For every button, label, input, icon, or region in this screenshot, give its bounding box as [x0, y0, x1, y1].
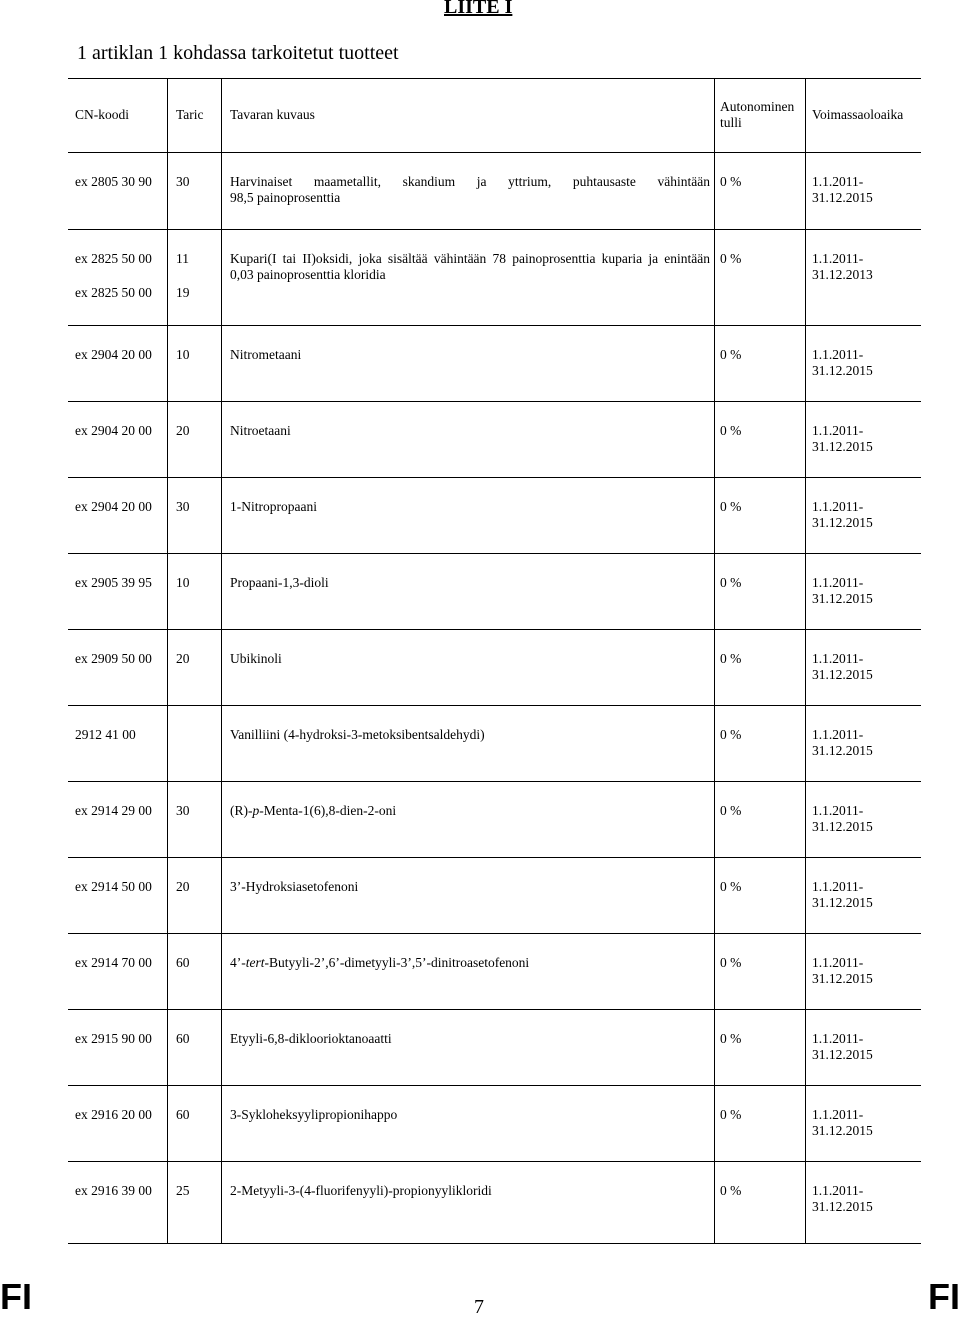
taric-code: 10 — [167, 326, 221, 401]
duty-rate: 0 % — [714, 554, 805, 629]
table-row — [68, 781, 921, 857]
validity-period — [805, 554, 921, 629]
duty-rate: 0 % — [714, 858, 805, 933]
table-row — [68, 152, 921, 229]
product-description: Vanilliini (4-hydroksi-3-metoksibentsaldehydi) — [221, 706, 714, 781]
taric-code — [167, 230, 221, 325]
cn-code: ex 2805 30 90 — [75, 174, 152, 189]
header-autonomous-duty: Autonominen tulli — [714, 79, 805, 152]
validity-period — [805, 1010, 921, 1085]
product-description — [221, 153, 714, 229]
cn-code-1: ex 2825 50 00 — [75, 251, 152, 266]
description-italic: p — [252, 803, 260, 818]
taric-code: 60 — [167, 1010, 221, 1085]
validity-from: 1.1.2011- — [812, 499, 864, 514]
table-row — [68, 325, 921, 401]
duty-rate: 0 % — [714, 230, 805, 325]
duty-rate: 0 % — [714, 1162, 805, 1243]
validity-period — [805, 153, 921, 229]
validity-period — [805, 858, 921, 933]
cn-code: ex 2909 50 00 — [75, 651, 152, 666]
description-suffix: -Butyyli-2’,6’-dimetyyli-3’,5’-dinitroasetofenoni — [264, 955, 530, 970]
cn-code — [68, 230, 167, 325]
validity-from: 1.1.2011- — [812, 251, 864, 266]
validity-period — [805, 706, 921, 781]
header-taric: Taric — [167, 79, 221, 152]
cn-code: ex 2904 20 00 — [75, 347, 152, 362]
duty-rate: 0 % — [714, 402, 805, 477]
cn-code: ex 2904 20 00 — [75, 423, 152, 438]
cn-code: ex 2914 70 00 — [75, 955, 152, 970]
taric-code — [167, 706, 221, 781]
cn-code: ex 2915 90 00 — [75, 1031, 152, 1046]
validity-period — [805, 326, 921, 401]
validity-to: 31.12.2015 — [812, 971, 873, 986]
duty-rate: 0 % — [714, 326, 805, 401]
validity-period — [805, 630, 921, 705]
product-description: Propaani-1,3-dioli — [221, 554, 714, 629]
validity-from: 1.1.2011- — [812, 1031, 864, 1046]
table-row — [68, 629, 921, 705]
validity-period — [805, 1086, 921, 1161]
description-line-2: 98,5 painoprosenttia — [230, 190, 341, 205]
duty-rate: 0 % — [714, 782, 805, 857]
validity-to: 31.12.2015 — [812, 895, 873, 910]
validity-to: 31.12.2015 — [812, 1047, 873, 1062]
table-header — [68, 78, 921, 152]
product-description — [221, 782, 714, 857]
validity-to: 31.12.2015 — [812, 743, 873, 758]
validity-from: 1.1.2011- — [812, 174, 864, 189]
table-row — [68, 401, 921, 477]
table-row — [68, 229, 921, 325]
table-row — [68, 1161, 921, 1243]
validity-from: 1.1.2011- — [812, 1183, 864, 1198]
table-row — [68, 1085, 921, 1161]
validity-from: 1.1.2011- — [812, 575, 864, 590]
validity-to: 31.12.2015 — [812, 819, 873, 834]
product-description: Nitrometaani — [221, 326, 714, 401]
validity-from: 1.1.2011- — [812, 879, 864, 894]
description-prefix: (R)- — [230, 803, 253, 818]
validity-from: 1.1.2011- — [812, 423, 864, 438]
header-cn-code: CN-koodi — [75, 107, 129, 122]
validity-from: 1.1.2011- — [812, 727, 864, 742]
product-description: Etyyli-6,8-dikloorioktanoaatti — [221, 1010, 714, 1085]
taric-code: 30 — [167, 782, 221, 857]
validity-period — [805, 782, 921, 857]
header-validity: Voimassaoloaika — [805, 79, 921, 152]
duty-rate: 0 % — [714, 630, 805, 705]
page-number: 7 — [474, 1296, 484, 1318]
product-description: 3’-Hydroksiasetofenoni — [221, 858, 714, 933]
product-description: 2-Metyyli-3-(4-fluorifenyyli)-propionyylikloridi — [221, 1162, 714, 1243]
duty-rate: 0 % — [714, 478, 805, 553]
validity-to: 31.12.2015 — [812, 1199, 873, 1214]
duty-rate: 0 % — [714, 934, 805, 1009]
validity-period — [805, 402, 921, 477]
validity-to: 31.12.2015 — [812, 1123, 873, 1138]
footer-language-left: FI — [0, 1276, 32, 1317]
product-description: 1-Nitropropaani — [221, 478, 714, 553]
validity-from: 1.1.2011- — [812, 803, 864, 818]
duty-rate: 0 % — [714, 1086, 805, 1161]
description-prefix: 4’- — [230, 955, 246, 970]
header-description: Tavaran kuvaus — [221, 79, 714, 152]
validity-period — [805, 1162, 921, 1243]
validity-to: 31.12.2013 — [812, 267, 873, 282]
duty-rate: 0 % — [714, 706, 805, 781]
product-description: 3-Sykloheksyylipropionihappo — [221, 1086, 714, 1161]
table-row — [68, 933, 921, 1009]
product-description: Nitroetaani — [221, 402, 714, 477]
cn-code: ex 2916 39 00 — [75, 1183, 152, 1198]
taric-code: 60 — [167, 1086, 221, 1161]
validity-period — [805, 934, 921, 1009]
taric-code-2: 19 — [176, 285, 190, 300]
duty-rate: 0 % — [714, 153, 805, 229]
taric-code: 20 — [167, 858, 221, 933]
validity-to: 31.12.2015 — [812, 363, 873, 378]
description-line-1: Kupari(I tai II)oksidi, joka sisältää vähintään 78 painoprosenttia kuparia ja enintään — [230, 251, 710, 266]
annex-title: LIITE I — [444, 0, 513, 18]
validity-period — [805, 478, 921, 553]
product-description: Ubikinoli — [221, 630, 714, 705]
taric-code-1: 11 — [176, 251, 189, 266]
validity-to: 31.12.2015 — [812, 667, 873, 682]
table-row — [68, 477, 921, 553]
product-description — [221, 230, 714, 325]
validity-from: 1.1.2011- — [812, 347, 864, 362]
description-suffix: -Menta-1(6),8-dien-2-oni — [259, 803, 397, 818]
description-line-2: 0,03 painoprosenttia kloridia — [230, 267, 386, 282]
document-title: 1 artiklan 1 kohdassa tarkoitetut tuotteet — [77, 42, 399, 64]
cn-code: ex 2904 20 00 — [75, 499, 152, 514]
taric-code: 30 — [167, 478, 221, 553]
validity-to: 31.12.2015 — [812, 515, 873, 530]
cn-code: ex 2914 50 00 — [75, 879, 152, 894]
taric-code: 30 — [167, 153, 221, 229]
taric-code: 20 — [167, 402, 221, 477]
validity-to: 31.12.2015 — [812, 190, 873, 205]
table-row — [68, 857, 921, 933]
products-table — [68, 78, 921, 1244]
description-italic: tert — [245, 955, 265, 970]
table-row — [68, 553, 921, 629]
table-row — [68, 705, 921, 781]
taric-code: 60 — [167, 934, 221, 1009]
cn-code: ex 2916 20 00 — [75, 1107, 152, 1122]
table-row — [68, 1009, 921, 1085]
cn-code: 2912 41 00 — [75, 727, 136, 742]
cn-code-2: ex 2825 50 00 — [75, 285, 152, 300]
taric-code: 10 — [167, 554, 221, 629]
validity-from: 1.1.2011- — [812, 1107, 864, 1122]
duty-rate: 0 % — [714, 1010, 805, 1085]
footer-language-right: FI — [928, 1276, 960, 1317]
validity-from: 1.1.2011- — [812, 651, 864, 666]
validity-from: 1.1.2011- — [812, 955, 864, 970]
product-description — [221, 934, 714, 1009]
validity-to: 31.12.2015 — [812, 591, 873, 606]
taric-code: 20 — [167, 630, 221, 705]
cn-code: ex 2914 29 00 — [75, 803, 152, 818]
taric-code: 25 — [167, 1162, 221, 1243]
validity-to: 31.12.2015 — [812, 439, 873, 454]
validity-period — [805, 230, 921, 325]
cn-code: ex 2905 39 95 — [75, 575, 152, 590]
description-line-1: Harvinaiset maametallit, skandium ja yttrium, puhtausaste vähintään — [230, 174, 710, 189]
